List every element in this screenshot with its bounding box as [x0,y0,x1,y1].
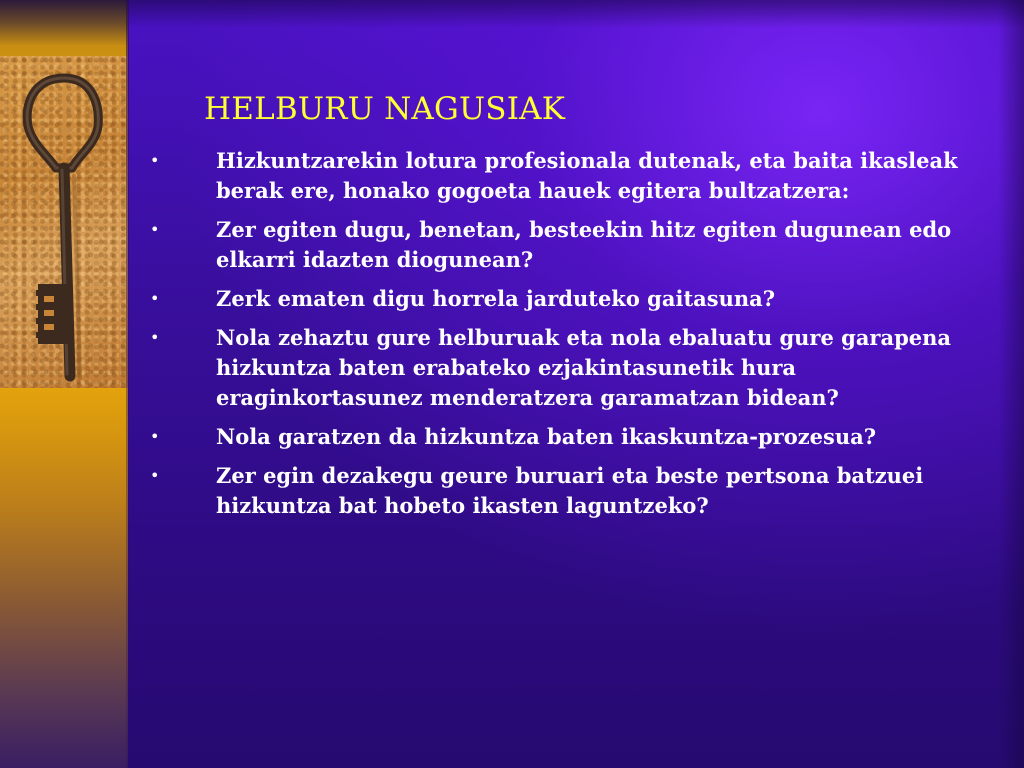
bullet-item [150,215,980,275]
bullet-item [150,323,980,413]
bullet-marker: • [150,465,160,485]
bullet-item [150,146,980,206]
bullet-marker: • [150,219,160,239]
bullet-item [150,284,980,314]
slide-content [150,92,980,530]
bullet-list [150,146,980,521]
bullet-item [150,422,980,452]
bullet-marker: • [150,426,160,446]
bullet-marker: • [150,150,160,170]
key-icon [0,56,128,388]
band-divider [126,0,129,768]
bullet-text: Zerk ematen digu horrela jarduteko gaitasuna? [216,285,776,311]
bullet-text: Zer egiten dugu, benetan, besteekin hitz egiten dugunean edo elkarri idazten diogunean? [216,216,952,272]
top-shade [128,0,1024,28]
bullet-text: Hizkuntzarekin lotura profesionala dutenak, eta baita ikasleak berak ere, honako gogoeta hauek egitera bultzatzera: [216,147,958,203]
right-shade [998,0,1024,768]
bullet-item [150,461,980,521]
bullet-marker: • [150,288,160,308]
key-photo [0,56,128,388]
slide-title: HELBURU NAGUSIAK [204,91,566,127]
bullet-text: Nola garatzen da hizkuntza baten ikaskuntza-prozesua? [216,423,876,449]
bullet-marker: • [150,327,160,347]
bullet-text: Zer egin dezakegu geure buruari eta beste pertsona batzuei hizkuntza bat hobeto ikasten laguntzeko? [216,462,924,518]
bullet-text: Nola zehaztu gure helburuak eta nola ebaluatu gure garapena hizkuntza baten erabateko ezjakintasunetik hura eraginkortasunez menderatzera garamatzan bidean? [216,324,952,410]
